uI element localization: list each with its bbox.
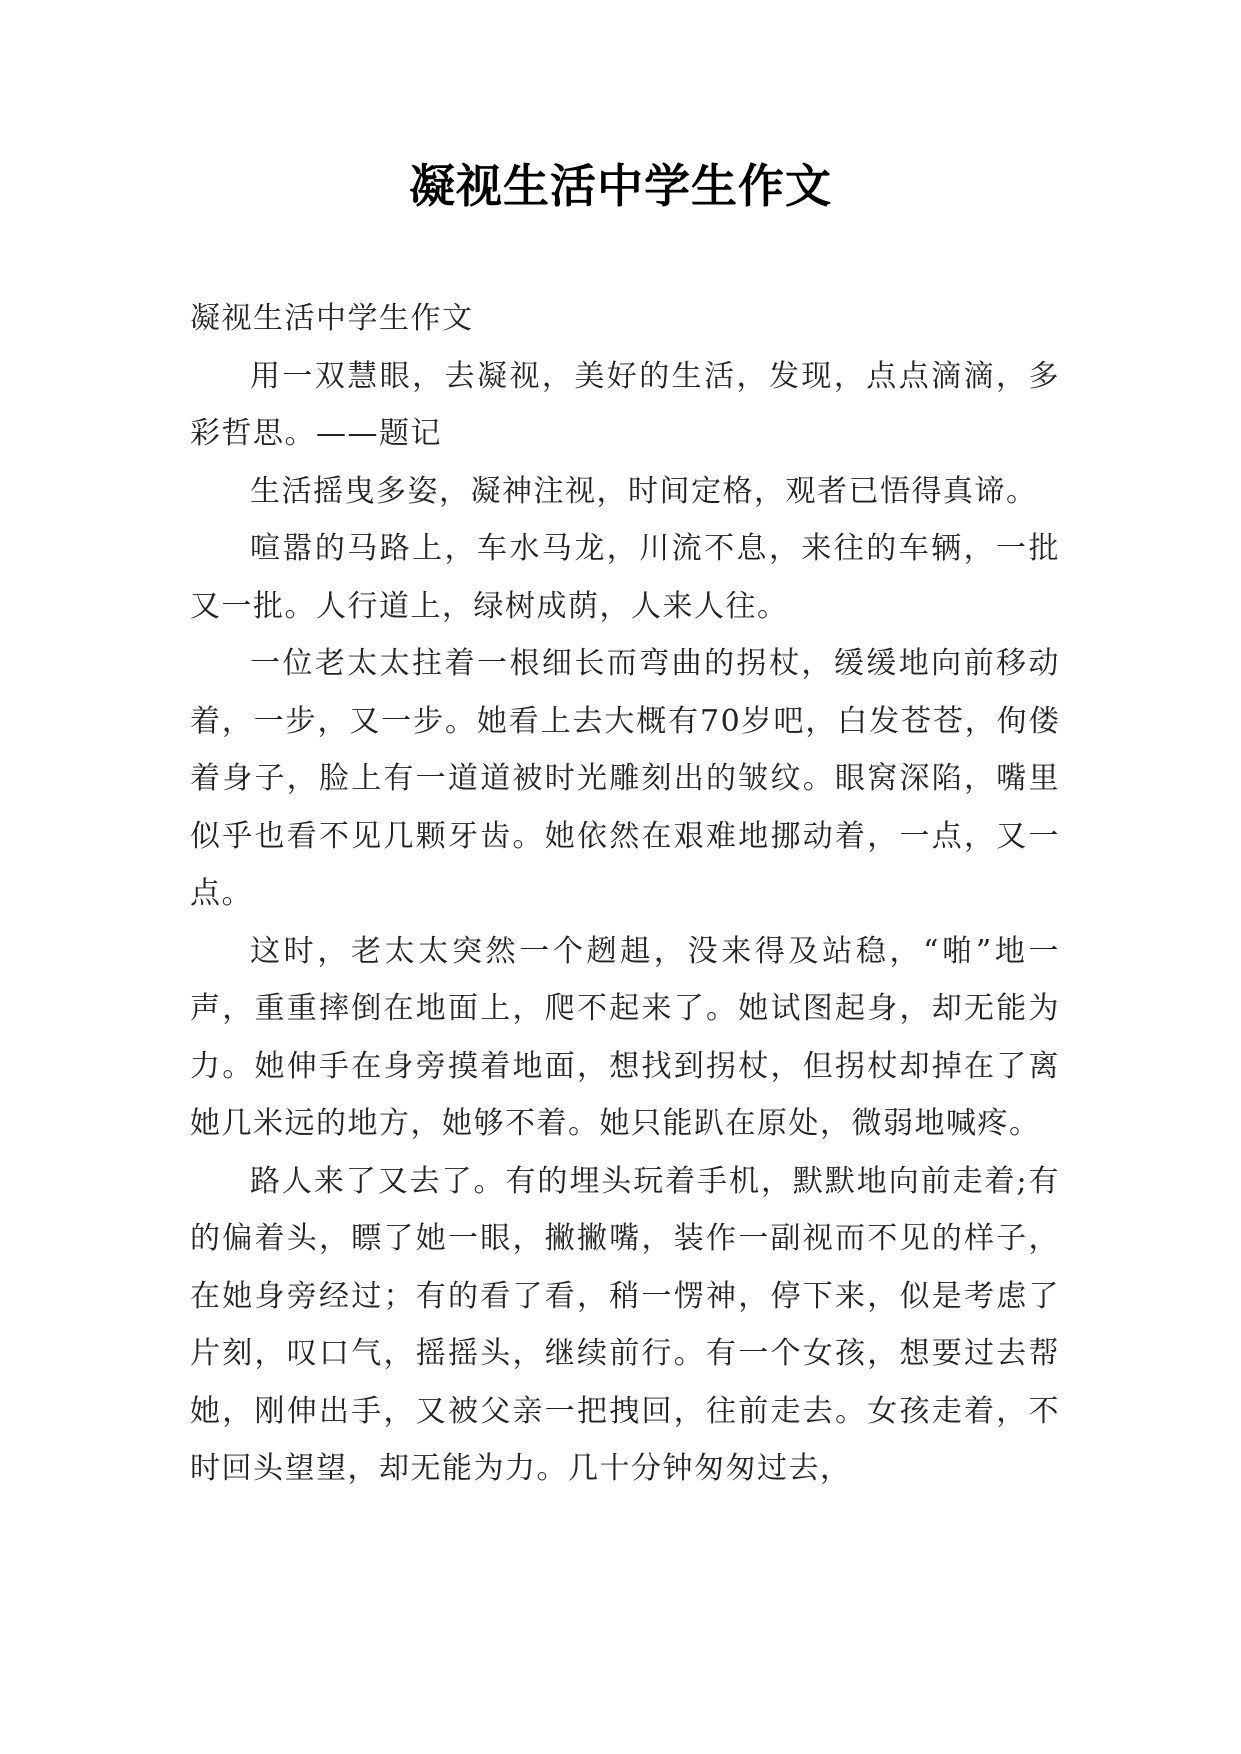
paragraph-epigraph: 用一双慧眼，去凝视，美好的生活，发现，点点滴滴，多彩哲思。——题记 [190,358,1060,451]
paragraph: 一位老太太拄着一根细长而弯曲的拐杖，缓缓地向前移动着，一步，又一步。她看上去大概有70岁吧，白发苍苍，佝偻着身子，脸上有一道道被时光雕刻出的皱纹。眼窝深陷，嘴里似乎也看不见几颗牙齿。她依然在艰难地挪动着，一点，又一点。 [190,646,1060,911]
document-body [190,290,1060,1498]
paragraph: 喧嚣的马路上，车水马龙，川流不息，来往的车辆，一批又一批。人行道上，绿树成荫，人来人往。 [190,531,1060,624]
paragraph: 这时，老太太突然一个趔趄，没来得及站稳，“啪”地一声，重重摔倒在地面上，爬不起来了。她试图起身，却无能为力。她伸手在身旁摸着地面，想找到拐杖，但拐杖却掉在了离她几米远的地方，她够不着。她只能趴在原处，微弱地喊疼。 [190,933,1060,1141]
paragraph: 生活摇曳多姿，凝神注视，时间定格，观者已悟得真谛。 [250,473,1038,509]
paragraph-heading: 凝视生活中学生作文 [190,301,474,336]
paragraph: 路人来了又去了。有的埋头玩着手机，默默地向前走着;有的偏着头，瞟了她一眼，撇撇嘴，装作一副视而不见的样子，在她身旁经过；有的看了看，稍一愣神，停下来，似是考虑了片刻，叹口气，摇摇头，继续前行。有一个女孩，想要过去帮她，刚伸出手，又被父亲一把拽回，往前走去。女孩走着，不时回头望望，却无能为力。几十分钟匆匆过去， [190,1163,1060,1486]
document-title: 凝视生活中学生作文 [409,159,832,213]
